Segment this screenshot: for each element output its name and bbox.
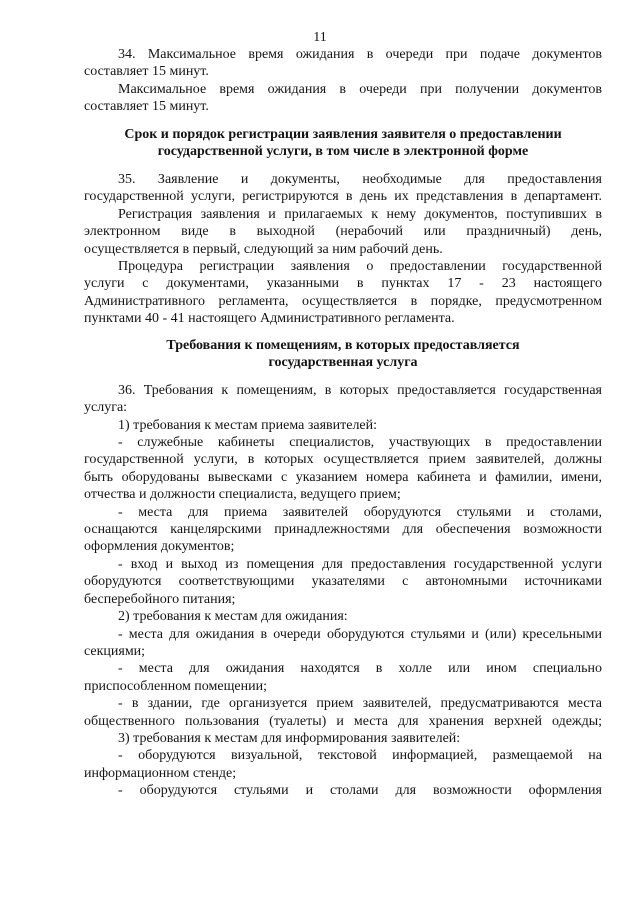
paragraph-line: Процедура регистрации заявления о предоставлении государственной <box>118 259 602 274</box>
paragraph-line: составляет 15 минут. <box>84 64 209 79</box>
paragraph-line: услуги с документами, указанными в пунктах 17 - 23 настоящего <box>84 276 602 291</box>
paragraph-line: оборудуются соответствующими указателями с автономными источниками <box>84 574 602 589</box>
paragraph-line: - места для ожидания находятся в холле или ином специально <box>118 661 602 676</box>
paragraph-line: бесперебойного питания; <box>84 592 236 607</box>
paragraph-line: общественного пользования (туалеты) и места для хранения верхней одежды; <box>84 714 602 729</box>
paragraph-line: 3) требования к местам для информирования заявителей: <box>118 731 461 746</box>
paragraph-line: услуга: <box>84 400 128 415</box>
paragraph-line: приспособленном помещении; <box>84 679 267 694</box>
paragraph-line: - служебные кабинеты специалистов, участвующих в предоставлении <box>118 435 602 450</box>
paragraph-line: осуществляется в первый, следующий за ним рабочий день. <box>84 242 443 257</box>
paragraph-line: составляет 15 минут. <box>84 99 209 114</box>
page-number: 11 <box>313 30 327 45</box>
paragraph-line: государственной услуги, регистрируются в день их представления в департамент. <box>84 189 602 204</box>
paragraph-line: 2) требования к местам для ожидания: <box>118 609 348 624</box>
section-heading: государственной услуги, в том числе в электронной форме <box>157 144 529 159</box>
section-heading: государственная услуга <box>268 355 418 370</box>
paragraph-line: быть оборудованы вывесками с указанием номера кабинета и фамилии, имени, <box>84 470 602 485</box>
paragraph-line: Регистрация заявления и прилагаемых к нему документов, поступивших в <box>118 207 602 222</box>
paragraph-line: информационном стенде; <box>84 766 237 781</box>
paragraph-line: - оборудуются стульями и столами для возможности оформления <box>118 783 602 798</box>
paragraph-line: государственной услуги, в которых осуществляется прием заявителей, должны <box>84 452 602 467</box>
paragraph-line: - вход и выход из помещения для предоставления государственной услуги <box>118 557 602 572</box>
section-heading: Срок и порядок регистрации заявления заявителя о предоставлении <box>124 127 562 142</box>
paragraph-line: отчества и должности специалиста, ведущего прием; <box>84 487 401 502</box>
paragraph-line: 1) требования к местам приема заявителей: <box>118 418 378 433</box>
paragraph-line: - места для приема заявителей оборудуются стульями и столами, <box>118 505 602 520</box>
paragraph-line: оформления документов; <box>84 539 235 554</box>
paragraph-line: пунктами 40 - 41 настоящего Административного регламента. <box>84 311 455 326</box>
paragraph-line: - места для ожидания в очереди оборудуются стульями и (или) кресельными <box>118 627 602 642</box>
paragraph-line: 34. Максимальное время ожидания в очереди при подаче документов <box>118 47 602 62</box>
paragraph-line: секциями; <box>84 644 146 659</box>
paragraph-line: электронном виде в выходной (нерабочий или праздничный) день, <box>84 224 602 239</box>
paragraph-line: 35. Заявление и документы, необходимые для предоставления <box>118 172 602 187</box>
paragraph-line: - в здании, где организуется прием заявителей, предусматриваются места <box>118 696 602 711</box>
paragraph-line: - оборудуются визуальной, текстовой информацией, размещаемой на <box>118 748 602 763</box>
paragraph-line: Максимальное время ожидания в очереди при получении документов <box>118 82 602 97</box>
paragraph-line: Административного регламента, осуществляется в порядке, предусмотренном <box>84 294 602 309</box>
paragraph-line: 36. Требования к помещениям, в которых предоставляется государственная <box>118 383 602 398</box>
paragraph-line: оснащаются канцелярскими принадлежностями для обеспечения возможности <box>84 522 602 537</box>
section-heading: Требования к помещениям, в которых предоставляется <box>166 338 520 353</box>
